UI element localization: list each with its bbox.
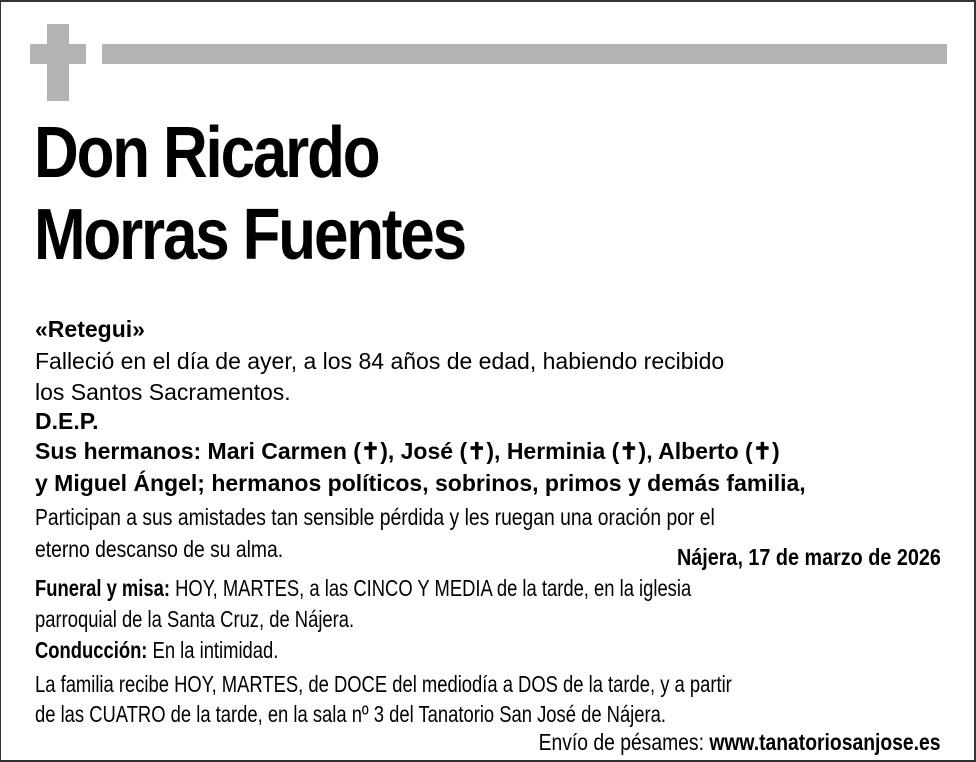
death-line-1: Falleció en el día de ayer, a los 84 años de edad, habiendo recibido xyxy=(35,348,725,374)
funeral-line-2: parroquial de la Santa Cruz, de Nájera. xyxy=(35,606,355,632)
nickname: «Retegui» xyxy=(35,316,145,342)
conduction-label: Conducción: xyxy=(35,637,148,663)
condolences-label: Envío de pésames: xyxy=(539,729,710,755)
name-line-1: Don Ricardo xyxy=(34,113,379,193)
family-line-1: Sus hermanos: Mari Carmen (✝), José (✝), Herminia (✝), Alberto (✝) xyxy=(35,438,780,464)
name-line-2: Morras Fuentes xyxy=(34,195,465,275)
funeral-label: Funeral y misa: xyxy=(35,575,170,601)
website-link[interactable]: www.tanatoriosanjose.es xyxy=(709,729,941,755)
deceased-name xyxy=(34,112,465,276)
visiting-line-2: de las CUATRO de la tarde, en la sala nº 3 del Tanatorio San José de Nájera. xyxy=(35,701,666,727)
funeral-text: HOY, MARTES, a las CINCO Y MEDIA de la tarde, en la iglesia xyxy=(169,575,692,601)
family-line-2: y Miguel Ángel; hermanos políticos, sobrinos, primos y demás familia, xyxy=(35,470,806,496)
condolences-line xyxy=(539,727,941,757)
header-rule xyxy=(102,44,947,64)
dep-text: D.E.P. xyxy=(35,408,99,434)
conduction-text: En la intimidad. xyxy=(147,637,279,663)
death-line-2: los Santos Sacramentos. xyxy=(35,379,291,405)
place-date: Nájera, 17 de marzo de 2026 xyxy=(677,544,941,570)
participate-line-1: Participan a sus amistades tan sensible pérdida y les ruegan una oración por el xyxy=(35,504,715,530)
funeral-line-1 xyxy=(35,573,691,603)
cross-icon-horizontal xyxy=(30,44,86,64)
participate-line-2: eterno descanso de su alma. xyxy=(35,536,284,562)
conduction-line xyxy=(35,635,278,665)
visiting-line-1: La familia recibe HOY, MARTES, de DOCE del mediodía a DOS de la tarde, y a partir xyxy=(35,671,732,697)
